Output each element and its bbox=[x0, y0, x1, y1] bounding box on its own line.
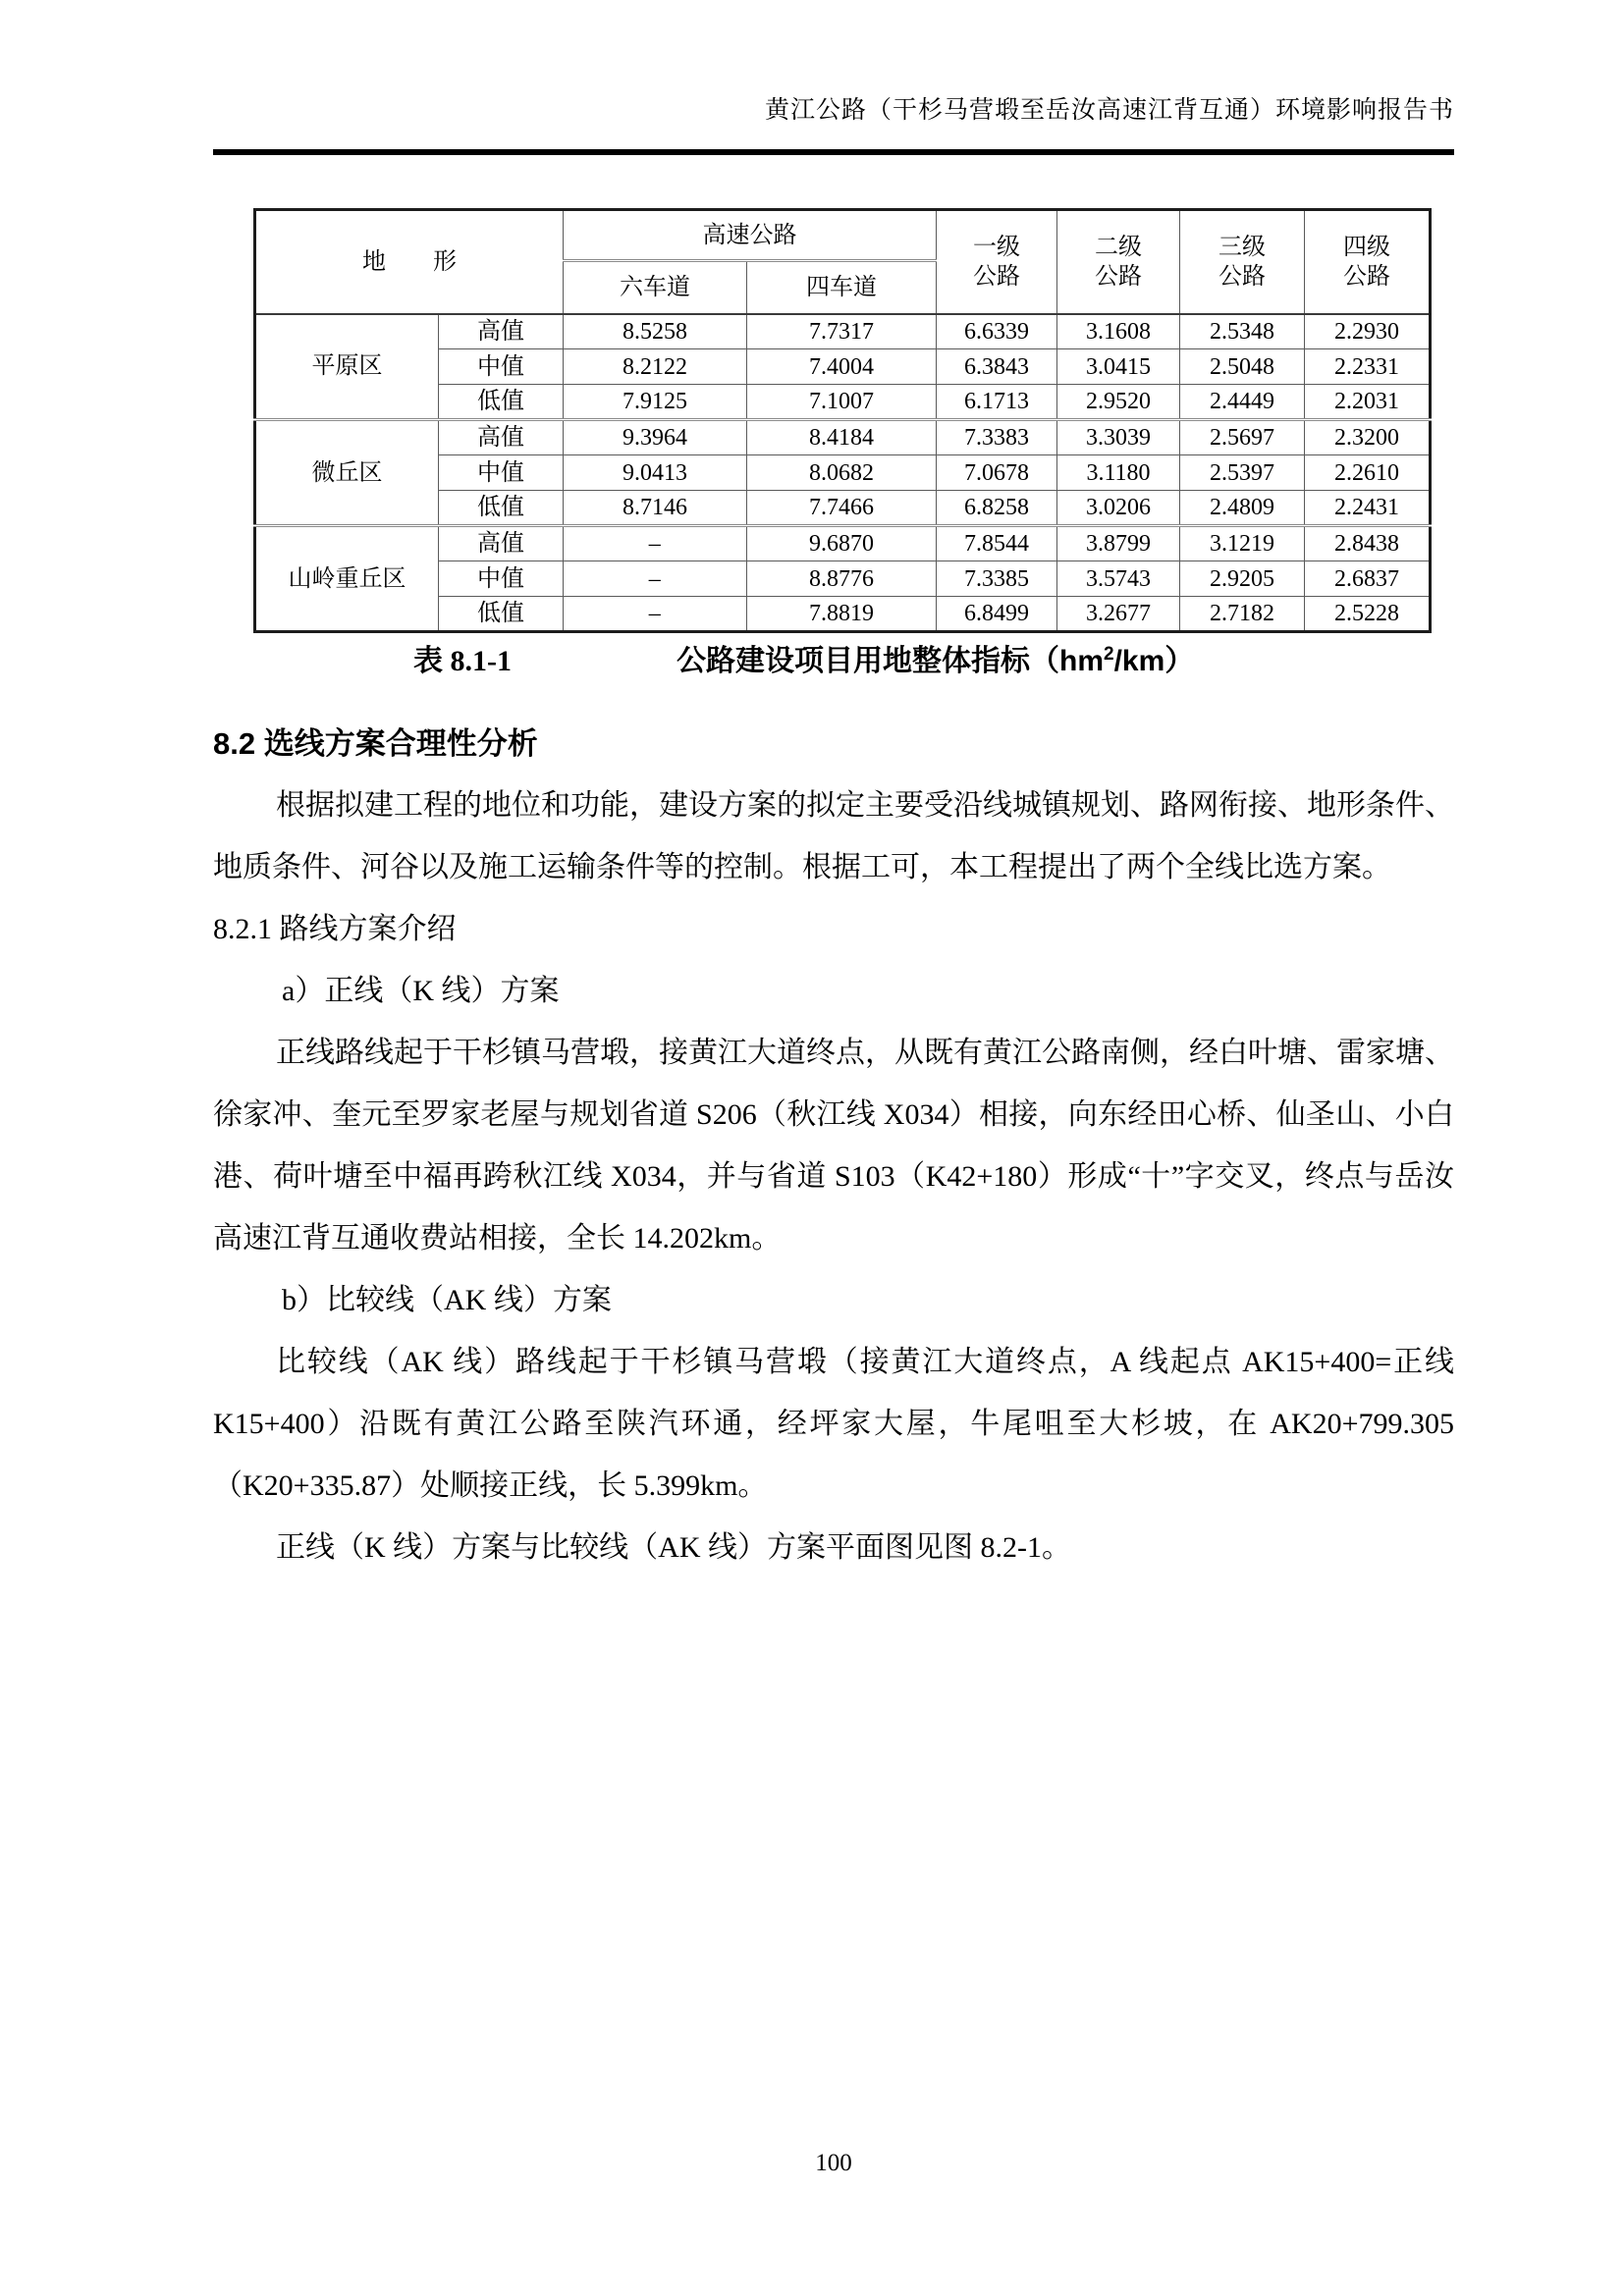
table-cell: 2.5348 bbox=[1180, 314, 1305, 349]
table-cell: 7.7317 bbox=[747, 314, 937, 349]
table-row bbox=[255, 526, 1431, 561]
table-cell: 3.1180 bbox=[1057, 455, 1180, 491]
table-cell: 7.8819 bbox=[747, 597, 937, 632]
document-body bbox=[213, 713, 1454, 1578]
table-cell: 2.6837 bbox=[1305, 561, 1431, 597]
section-heading-8-2-1: 8.2.1 路线方案介绍 bbox=[213, 913, 457, 945]
table-cell: 7.0678 bbox=[937, 455, 1057, 491]
table-cell: 2.2331 bbox=[1305, 349, 1431, 385]
value-type-cell: 低值 bbox=[439, 597, 564, 632]
terrain-cell: 山岭重丘区 bbox=[255, 526, 439, 632]
table-cell: 2.5697 bbox=[1180, 420, 1305, 455]
table-cell: 2.5228 bbox=[1305, 597, 1431, 632]
table-cell: 7.9125 bbox=[564, 385, 747, 420]
table-cell: 7.1007 bbox=[747, 385, 937, 420]
terrain-cell: 微丘区 bbox=[255, 420, 439, 526]
value-type-cell: 中值 bbox=[439, 455, 564, 491]
table-cell: 2.4809 bbox=[1180, 491, 1305, 526]
table-caption bbox=[213, 636, 1454, 679]
col-header-grade4: 四级 公路 bbox=[1305, 210, 1431, 314]
table-cell: 3.2677 bbox=[1057, 597, 1180, 632]
table-cell: 2.2610 bbox=[1305, 455, 1431, 491]
table-caption-title: 公路建设项目用地整体指标$(hm^2/km)$ bbox=[677, 644, 1195, 677]
table-caption-number: 表 8.1-1 bbox=[413, 645, 512, 677]
table-cell: 6.8499 bbox=[937, 597, 1057, 632]
col-header-grade2: 二级 公路 bbox=[1057, 210, 1180, 314]
table-cell: 2.5048 bbox=[1180, 349, 1305, 385]
table-cell: 7.3383 bbox=[937, 420, 1057, 455]
table-header-row-1 bbox=[255, 210, 1431, 261]
table-cell: 2.2930 bbox=[1305, 314, 1431, 349]
col-header-terrain: 地 形 bbox=[255, 210, 564, 314]
caption-superscript: 2 bbox=[1104, 644, 1114, 665]
col-header-four-lane: 四车道 bbox=[747, 261, 937, 314]
table-cell: 8.7146 bbox=[564, 491, 747, 526]
table-cell: 8.0682 bbox=[747, 455, 937, 491]
col-header-grade3: 三级 公路 bbox=[1180, 210, 1305, 314]
table-cell: 6.6339 bbox=[937, 314, 1057, 349]
table-cell: 7.3385 bbox=[937, 561, 1057, 597]
table-cell: – bbox=[564, 526, 747, 561]
page-number: 100 bbox=[815, 2150, 852, 2176]
table-cell: 7.4004 bbox=[747, 349, 937, 385]
table-cell: 2.3200 bbox=[1305, 420, 1431, 455]
table-cell: 3.8799 bbox=[1057, 526, 1180, 561]
table-cell: 9.6870 bbox=[747, 526, 937, 561]
table-cell: 8.2122 bbox=[564, 349, 747, 385]
col-header-six-lane: 六车道 bbox=[564, 261, 747, 314]
table-cell: 3.5743 bbox=[1057, 561, 1180, 597]
table-cell: 2.4449 bbox=[1180, 385, 1305, 420]
table-cell: 3.0415 bbox=[1057, 349, 1180, 385]
table-cell: 6.1713 bbox=[937, 385, 1057, 420]
value-type-cell: 中值 bbox=[439, 561, 564, 597]
table-cell: – bbox=[564, 561, 747, 597]
table-cell: 2.7182 bbox=[1180, 597, 1305, 632]
col-header-grade1: 一级 公路 bbox=[937, 210, 1057, 314]
header-rule bbox=[213, 149, 1454, 155]
table-cell: 3.1608 bbox=[1057, 314, 1180, 349]
table-cell: 2.9520 bbox=[1057, 385, 1180, 420]
item-b-ak-line: b）比较线（AK 线）方案 bbox=[282, 1284, 612, 1316]
table-cell: 6.3843 bbox=[937, 349, 1057, 385]
item-a-k-line: a）正线（K 线）方案 bbox=[282, 975, 560, 1007]
section-heading-8-2: 8.2 选线方案合理性分析 bbox=[213, 726, 538, 761]
table-cell: 2.2431 bbox=[1305, 491, 1431, 526]
paragraph-k-line-description: 正线路线起于干杉镇马营塅，接黄江大道终点，从既有黄江公路南侧，经白叶塘、雷家塘、徐家冲、奎元至罗家老屋与规划省道 S206（秋江线 X034）相接，向东经田心桥、仙圣山、小白港、荷叶塘至中福再跨秋江线 X034，并与省道 S103（K42+180）形成“十”字交叉，终点与岳汝高速江背互通收费站相接，全长 14.202km。 bbox=[213, 1037, 1454, 1255]
land-use-table-wrap bbox=[253, 208, 1432, 633]
table-cell: 2.2031 bbox=[1305, 385, 1431, 420]
running-header-title: 黄江公路（干杉马营塅至岳汝高速江背互通）环境影响报告书 bbox=[764, 97, 1454, 124]
paragraph-ak-line-description: 比较线（AK 线）路线起于干杉镇马营塅（接黄江大道终点，A 线起点 AK15+400=正线 K15+400）沿既有黄江公路至陕汽环通，经坪家大屋，牛尾咀至大杉坡，在 AK20+799.305（K20+335.87）处顺接正线，长 5.399km。 bbox=[213, 1346, 1454, 1502]
value-type-cell: 低值 bbox=[439, 491, 564, 526]
table-cell: 3.3039 bbox=[1057, 420, 1180, 455]
table-cell: 3.1219 bbox=[1180, 526, 1305, 561]
table-cell: 3.0206 bbox=[1057, 491, 1180, 526]
table-row bbox=[255, 314, 1431, 349]
value-type-cell: 高值 bbox=[439, 526, 564, 561]
land-use-indicator-table bbox=[253, 208, 1432, 633]
table-cell: 9.0413 bbox=[564, 455, 747, 491]
terrain-cell: 平原区 bbox=[255, 314, 439, 420]
table-cell: 2.9205 bbox=[1180, 561, 1305, 597]
paragraph-plan-figure-reference: 正线（K 线）方案与比较线（AK 线）方案平面图见图 8.2-1。 bbox=[276, 1531, 1071, 1564]
table-row bbox=[255, 420, 1431, 455]
value-type-cell: 高值 bbox=[439, 420, 564, 455]
table-cell: 6.8258 bbox=[937, 491, 1057, 526]
value-type-cell: 中值 bbox=[439, 349, 564, 385]
table-cell: 8.4184 bbox=[747, 420, 937, 455]
table-cell: 7.8544 bbox=[937, 526, 1057, 561]
table-cell: 2.5397 bbox=[1180, 455, 1305, 491]
value-type-cell: 低值 bbox=[439, 385, 564, 420]
col-header-expressway: 高速公路 bbox=[564, 210, 937, 261]
paragraph-route-selection-intro: 根据拟建工程的地位和功能，建设方案的拟定主要受沿线城镇规划、路网衔接、地形条件、地质条件、河谷以及施工运输条件等的控制。根据工可，本工程提出了两个全线比选方案。 bbox=[213, 789, 1454, 883]
table-cell: 7.7466 bbox=[747, 491, 937, 526]
table-cell: 9.3964 bbox=[564, 420, 747, 455]
table-cell: 8.5258 bbox=[564, 314, 747, 349]
table-cell: 2.8438 bbox=[1305, 526, 1431, 561]
table-cell: 8.8776 bbox=[747, 561, 937, 597]
value-type-cell: 高值 bbox=[439, 314, 564, 349]
table-cell: – bbox=[564, 597, 747, 632]
